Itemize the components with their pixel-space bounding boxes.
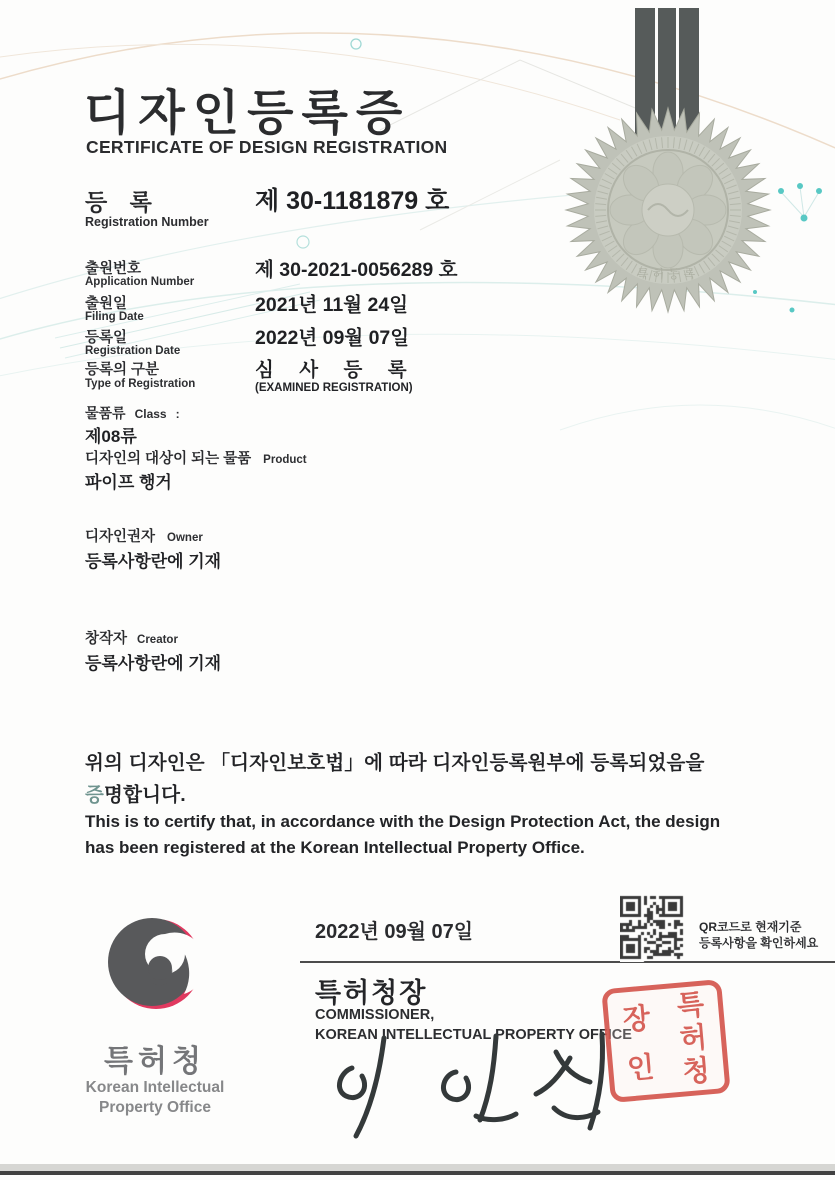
seal-character: 청	[681, 1053, 712, 1088]
seal-character: 허	[678, 1021, 709, 1056]
official-red-seal	[601, 979, 730, 1103]
statement-korean-line2-rest: 명합니다.	[104, 784, 186, 806]
scan-edge-dark	[0, 1171, 835, 1175]
statement-korean-line2-first-char: 증	[85, 784, 105, 806]
kipo-name-ko: 특허청	[104, 1045, 206, 1078]
class-label	[85, 403, 180, 423]
owner-label-en: Owner	[167, 532, 203, 544]
qr-code	[620, 894, 686, 962]
qr-caption-line1: QR코드로 현재기준	[699, 920, 802, 934]
seal-character: 장	[621, 1001, 652, 1036]
registration-date-label-ko: 등록일	[85, 330, 128, 346]
seal-column-left	[607, 989, 671, 1097]
registration-type-value-ko: 심 사 등 록	[255, 359, 417, 381]
commissioner-title-en-line1: COMMISSIONER,	[315, 1007, 435, 1023]
scan-edge-light	[0, 1164, 835, 1171]
registration-date-label-en: Registration Date	[85, 345, 181, 357]
creator-value: 등록사항란에 기재	[85, 654, 222, 673]
registration-date-value: 2022년 09월 07일	[255, 327, 410, 349]
class-value: 제08류	[85, 427, 137, 446]
seal-column-right	[661, 984, 725, 1092]
certificate-title-korean: 디자인등록증	[84, 87, 411, 140]
filing-date-value: 2021년 11월 24일	[255, 294, 409, 316]
kipo-logo	[108, 916, 204, 1012]
registration-number-value: 제 30-1181879 호	[255, 187, 450, 215]
application-number-value: 제 30-2021-0056289 호	[255, 259, 458, 281]
filing-date-label-ko: 출원일	[85, 296, 128, 312]
owner-label-ko: 디자인권자	[85, 529, 156, 545]
product-label	[85, 447, 307, 468]
issue-date: 2022년 09월 07일	[315, 921, 474, 943]
commissioner-title-en-line2: KOREAN INTELLECTUAL PROPERTY OFFICE	[315, 1027, 632, 1043]
class-label-colon: :	[175, 407, 180, 421]
qr-caption	[699, 919, 818, 951]
statement-korean-line2	[85, 779, 186, 807]
owner-label	[85, 525, 203, 546]
seal-character: 특	[675, 988, 706, 1023]
product-value: 파이프 행거	[85, 473, 172, 492]
creator-label-en: Creator	[137, 634, 178, 646]
application-number-label-ko: 출원번호	[85, 261, 142, 277]
registration-number-label-ko: 등 록	[85, 189, 160, 215]
seal-character: 인	[625, 1050, 656, 1085]
embossed-medal-seal	[556, 98, 780, 322]
creator-label-ko: 창작자	[85, 631, 128, 647]
class-label-en: Class	[134, 407, 167, 421]
registration-number-label-en: Registration Number	[85, 215, 209, 229]
registration-type-label-ko: 등록의 구분	[85, 362, 160, 378]
kipo-name-en-line2: Property Office	[99, 1099, 211, 1116]
product-label-ko: 디자인의 대상이 되는 물품	[85, 451, 252, 467]
owner-value: 등록사항란에 기재	[85, 552, 222, 571]
statement-korean-line1: 위의 디자인은 「디자인보호법」에 따라 디자인등록원부에 등록되었음을	[85, 752, 705, 774]
filing-date-label-en: Filing Date	[85, 311, 144, 323]
certificate-title-english: CERTIFICATE OF DESIGN REGISTRATION	[86, 137, 448, 157]
creator-label	[85, 627, 178, 648]
registration-type-label-en: Type of Registration	[85, 378, 196, 390]
class-label-ko: 물품류	[85, 405, 126, 421]
product-label-en: Product	[263, 454, 307, 466]
medal-emboss-text: 특허등록	[636, 267, 700, 281]
kipo-name-en	[55, 1078, 255, 1118]
horizontal-rule	[300, 961, 835, 963]
statement-english-line2: has been registered at the Korean Intellectual Property Office.	[85, 838, 585, 857]
kipo-name-en-line1: Korean Intellectual	[85, 1079, 225, 1096]
qr-caption-line2: 등록사항을 확인하세요	[699, 936, 819, 950]
statement-english-line1: This is to certify that, in accordance with the Design Protection Act, the design	[85, 812, 721, 831]
commissioner-title-ko: 특허청장	[315, 978, 428, 1008]
commissioner-signature	[318, 1028, 618, 1143]
application-number-label-en: Application Number	[85, 276, 195, 288]
registration-type-value-en: (EXAMINED REGISTRATION)	[255, 382, 413, 394]
